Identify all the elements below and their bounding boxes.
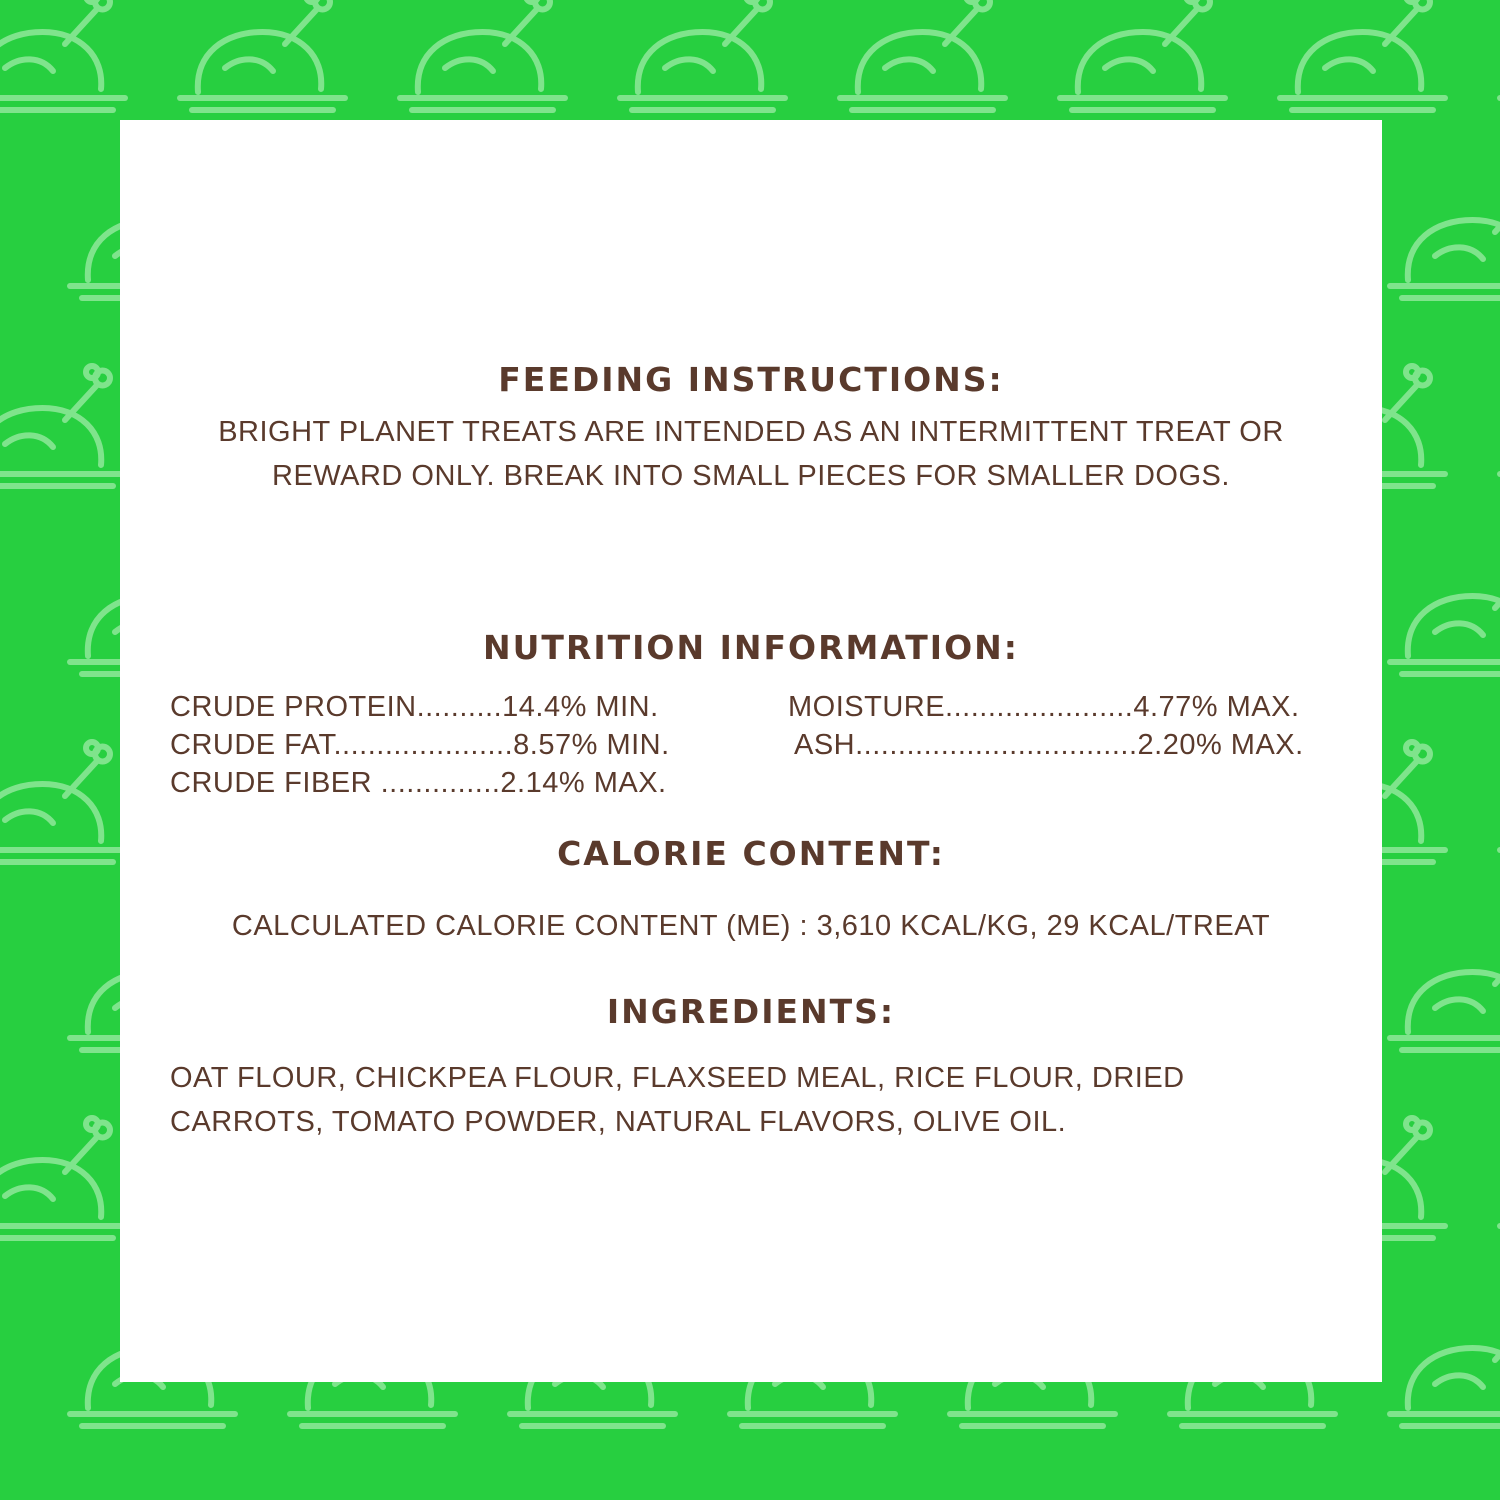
roast-chicken-icon xyxy=(1390,930,1500,1050)
feeding-instructions-line-2: REWARD ONLY. BREAK INTO SMALL PIECES FOR SMALLER DOGS. xyxy=(272,460,1230,492)
calorie-content-heading: CALORIE CONTENT: xyxy=(557,834,945,873)
feeding-instructions-heading: FEEDING INSTRUCTIONS: xyxy=(498,360,1004,399)
roast-chicken-icon xyxy=(1060,0,1225,110)
feeding-instructions-line-1: BRIGHT PLANET TREATS ARE INTENDED AS AN INTERMITTENT TREAT OR xyxy=(218,416,1284,448)
calorie-content-text: CALCULATED CALORIE CONTENT (ME) : 3,610 KCAL/KG, 29 KCAL/TREAT xyxy=(231,910,1271,942)
roast-chicken-icon xyxy=(0,1118,125,1238)
roast-chicken-icon xyxy=(0,0,125,110)
roast-chicken-icon xyxy=(1390,178,1500,298)
roast-chicken-icon xyxy=(400,0,565,110)
ingredients-line-1: OAT FLOUR, CHICKPEA FLOUR, FLAXSEED MEAL, RICE FLOUR, DRIED xyxy=(170,1062,1185,1094)
roast-chicken-icon xyxy=(1390,1306,1500,1426)
nutrition-moisture: MOISTURE......................4.77% MAX. xyxy=(788,691,1300,723)
roast-chicken-icon xyxy=(620,0,785,110)
info-panel xyxy=(120,120,1382,1382)
nutrition-ash: ASH.................................2.20% MAX. xyxy=(794,729,1304,761)
roast-chicken-icon xyxy=(1280,0,1445,110)
ingredients-line-2: CARROTS, TOMATO POWDER, NATURAL FLAVORS, OLIVE OIL. xyxy=(170,1106,1067,1138)
roast-chicken-icon xyxy=(1390,554,1500,674)
nutrition-crude-fat: CRUDE FAT.....................8.57% MIN. xyxy=(170,729,670,761)
roast-chicken-icon xyxy=(840,0,1005,110)
roast-chicken-icon xyxy=(0,366,125,486)
roast-chicken-icon xyxy=(180,0,345,110)
nutrition-crude-protein: CRUDE PROTEIN..........14.4% MIN. xyxy=(170,691,659,723)
roast-chicken-icon xyxy=(0,742,125,862)
nutrition-crude-fiber: CRUDE FIBER ..............2.14% MAX. xyxy=(170,767,667,799)
ingredients-heading: INGREDIENTS: xyxy=(606,992,896,1031)
nutrition-information-heading: NUTRITION INFORMATION: xyxy=(483,628,1019,667)
